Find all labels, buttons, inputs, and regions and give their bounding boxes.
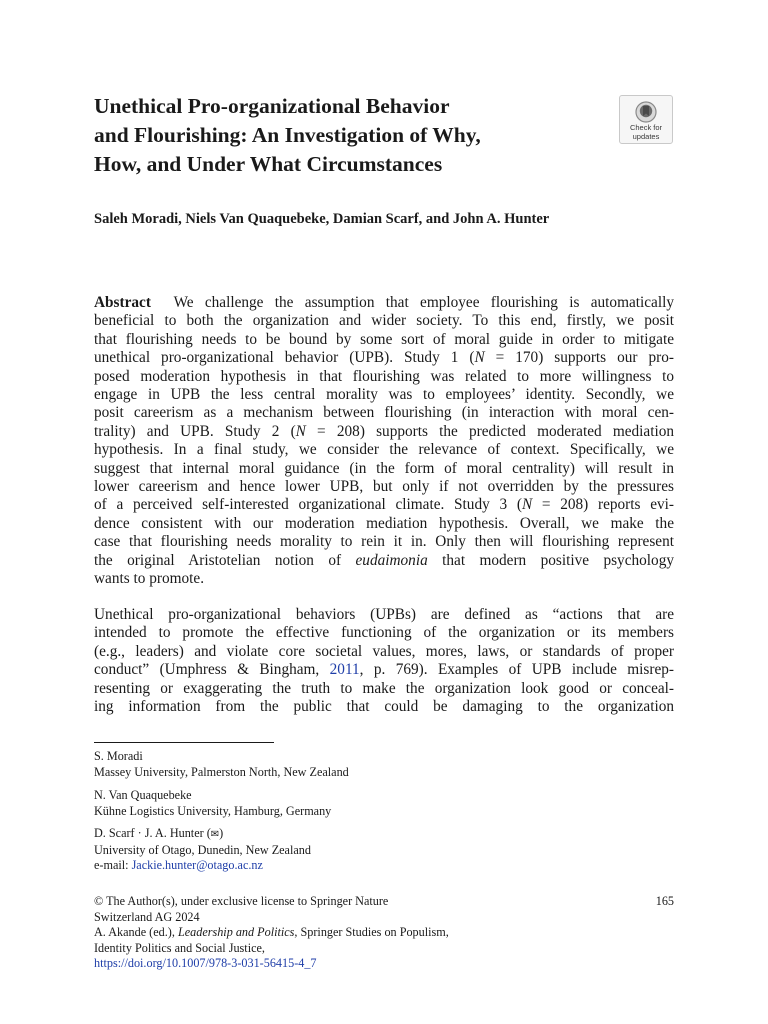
title-line: How, and Under What Circumstances [94,152,443,176]
abstract-line: wants to promote. [94,570,205,588]
abstract-line: posit careerism as a mechanism between flourishing (in interaction with moral cen- [94,404,674,422]
abstract-line: case that flourishing needs morality to rein it in. Only then will flourishing represent [94,533,674,551]
footnote-divider [94,742,274,743]
abstract-line: beneficial to both the organization and wider society. To this end, firstly, we posit [94,312,674,330]
body-line: (e.g., leaders) and violate core societal values, mores, laws, or standards of proper [94,642,674,660]
title-line: Unethical Pro-organizational Behavior [94,94,450,118]
series-line: Identity Politics and Social Justice, [94,940,265,955]
abstract-line: the original Aristotelian notion of eudaimonia that modern positive psychology [94,551,674,569]
abstract-line: dence consistent with our moderation mediation hypothesis. Overall, we make the [94,514,674,532]
chapter-title [94,92,614,179]
book-citation: A. Akande (ed.), Leadership and Politics, Springer Studies on Populism, [94,925,449,939]
author-list: Saleh Moradi, Niels Van Quaquebeke, Damian Scarf, and John A. Hunter [94,211,550,227]
body-line: resenting or exaggerating the truth to make the organization look good or conceal- [94,679,674,697]
body-line: Unethical pro-organizational behaviors (UPBs) are defined as “actions that are [94,606,674,623]
check-for-updates-badge[interactable] [619,95,673,144]
title-line: and Flourishing: An Investigation of Why, [94,123,481,147]
badge-line-1: Check for [629,123,663,132]
envelope-icon: ✉ [210,829,220,840]
abstract-label: Abstract [94,294,151,311]
copyright-footer [94,894,449,972]
body-line: ing information from the public that could be damaging to the organization [94,698,674,716]
affiliation-van-quaquebeke [94,788,331,819]
affiliation-place: Kühne Logistics University, Hamburg, Germany [94,803,332,818]
bookmark-circle-icon [635,101,657,123]
affiliation-moradi [94,749,349,780]
copyright-line: Switzerland AG 2024 [94,909,200,924]
affiliation-email: e-mail: Jackie.hunter@otago.ac.nz [94,858,263,872]
doi-link[interactable]: https://doi.org/10.1007/978-3-031-56415-4_7 [94,956,317,970]
abstract-line: of a perceived self-interested organizational climate. Study 3 (N = 208) reports evi- [94,496,674,514]
page-number: 165 [655,894,674,908]
email-link[interactable]: Jackie.hunter@otago.ac.nz [131,858,263,872]
abstract-line: lower careerism and hence lower UPB, but only if not overridden by the pressures [94,478,674,496]
abstract-line: unethical pro-organizational behavior (UPB). Study 1 (N = 170) supports our pro- [94,349,674,367]
citation-link[interactable]: 2011 [329,661,360,679]
affiliation-name: N. Van Quaquebeke [94,788,192,802]
abstract-line: engage in UPB the less central morality was to employees’ identity. Secondly, we [94,386,674,404]
abstract-line: posed moderation hypothesis in that flourishing was related to more willingness to [94,367,674,385]
affiliation-place: University of Otago, Dunedin, New Zealand [94,842,311,857]
affiliation-scarf-hunter [94,826,311,874]
affiliation-name: D. Scarf · J. A. Hunter (✉) [94,826,311,843]
abstract-line: trality) and UPB. Study 2 (N = 208) supports the predicted moderated mediation [94,422,674,440]
abstract [94,294,674,589]
copyright-line: © The Author(s), under exclusive license to Springer Nature [94,894,389,908]
body-line: intended to promote the effective functioning of the organization or its members [94,624,674,642]
abstract-line: that flourishing needs to be bound by some sort of moral guide in order to mitigate [94,330,674,348]
abstract-text: We challenge the assumption that employee flourishing is automatically [173,294,674,311]
abstract-line: hypothesis. In a final study, we consider the relevance of context. Specifically, we [94,441,674,459]
affiliation-name: S. Moradi [94,749,143,763]
body-line: conduct” (Umphress & Bingham, 2011, p. 769). Examples of UPB include misrep- [94,661,674,679]
body-paragraph [94,606,674,716]
abstract-line: suggest that internal moral guidance (in the form of moral centrality) will result in [94,459,674,477]
abstract-line [94,294,674,312]
affiliation-place: Massey University, Palmerston North, New Zealand [94,764,349,779]
badge-line-2: updates [632,131,660,141]
